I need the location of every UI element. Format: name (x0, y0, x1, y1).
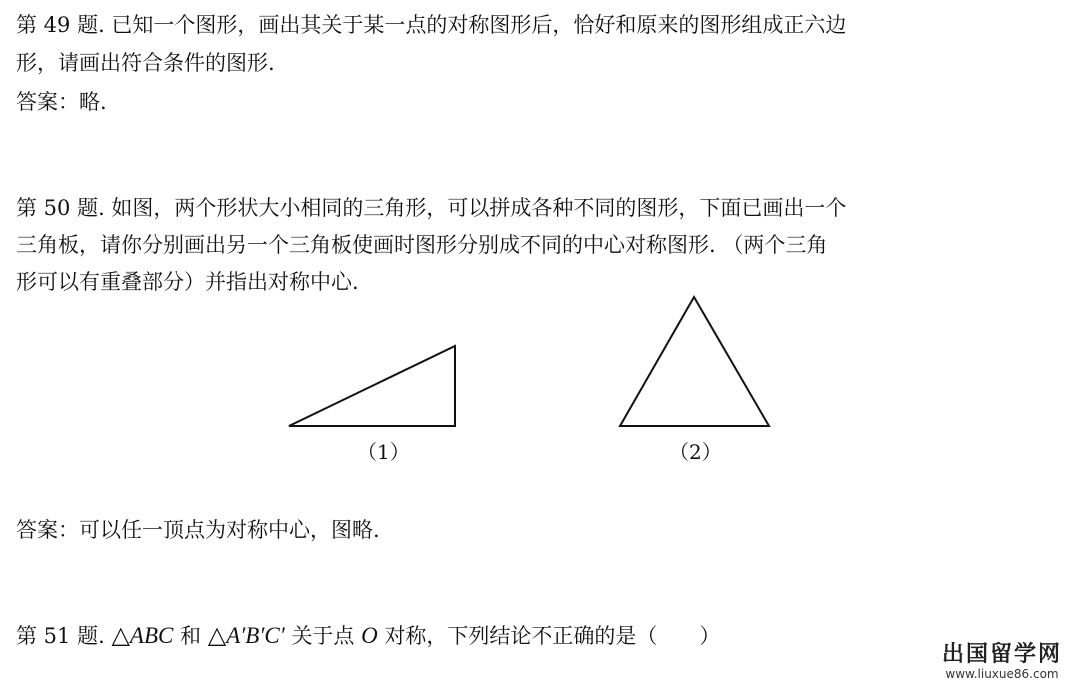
triangle-symbol-1: △ (111, 621, 130, 649)
triangle-a-prime-b-prime-c-prime: A′B′C′ (226, 623, 285, 648)
figure-2-caption: （2） (669, 440, 722, 464)
q50-line-2: 三角板，请你分别画出另一个三角板使画时图形分别成不同的中心对称图形. （两个三角 (16, 233, 828, 257)
q50-line-1: 第 50 题. 如图，两个形状大小相同的三角形，可以拼成各种不同的图形，下面已画出一个 (16, 196, 847, 220)
q51-middle: 关于点 (291, 624, 355, 648)
watermark-logo (942, 643, 1062, 681)
watermark-url: www.liuxue86.com (945, 667, 1059, 681)
q49-answer: 答案：略. (16, 90, 107, 114)
q51-conjunction: 和 (180, 624, 202, 648)
q51-line (16, 621, 720, 650)
q50-line-3: 形可以有重叠部分）并指出对称中心. (16, 270, 359, 294)
q49-line-1: 第 49 题. 已知一个图形，画出其关于某一点的对称图形后，恰好和原来的图形组成正六边 (16, 13, 847, 37)
triangle-symbol-2: △ (207, 621, 227, 649)
q51-suffix: 对称，下列结论不正确的是（ ） (384, 624, 721, 648)
watermark-chinese: 出国留学网 (941, 642, 1062, 667)
figure-1-caption: （1） (357, 440, 410, 464)
point-o: O (361, 623, 378, 648)
q51-prefix: 第 51 题. (16, 624, 105, 648)
q50-answer: 答案：可以任一顶点为对称中心，图略. (16, 518, 380, 542)
triangle-abc: ABC (129, 623, 174, 648)
q49-line-2: 形，请画出符合条件的图形. (16, 51, 275, 75)
